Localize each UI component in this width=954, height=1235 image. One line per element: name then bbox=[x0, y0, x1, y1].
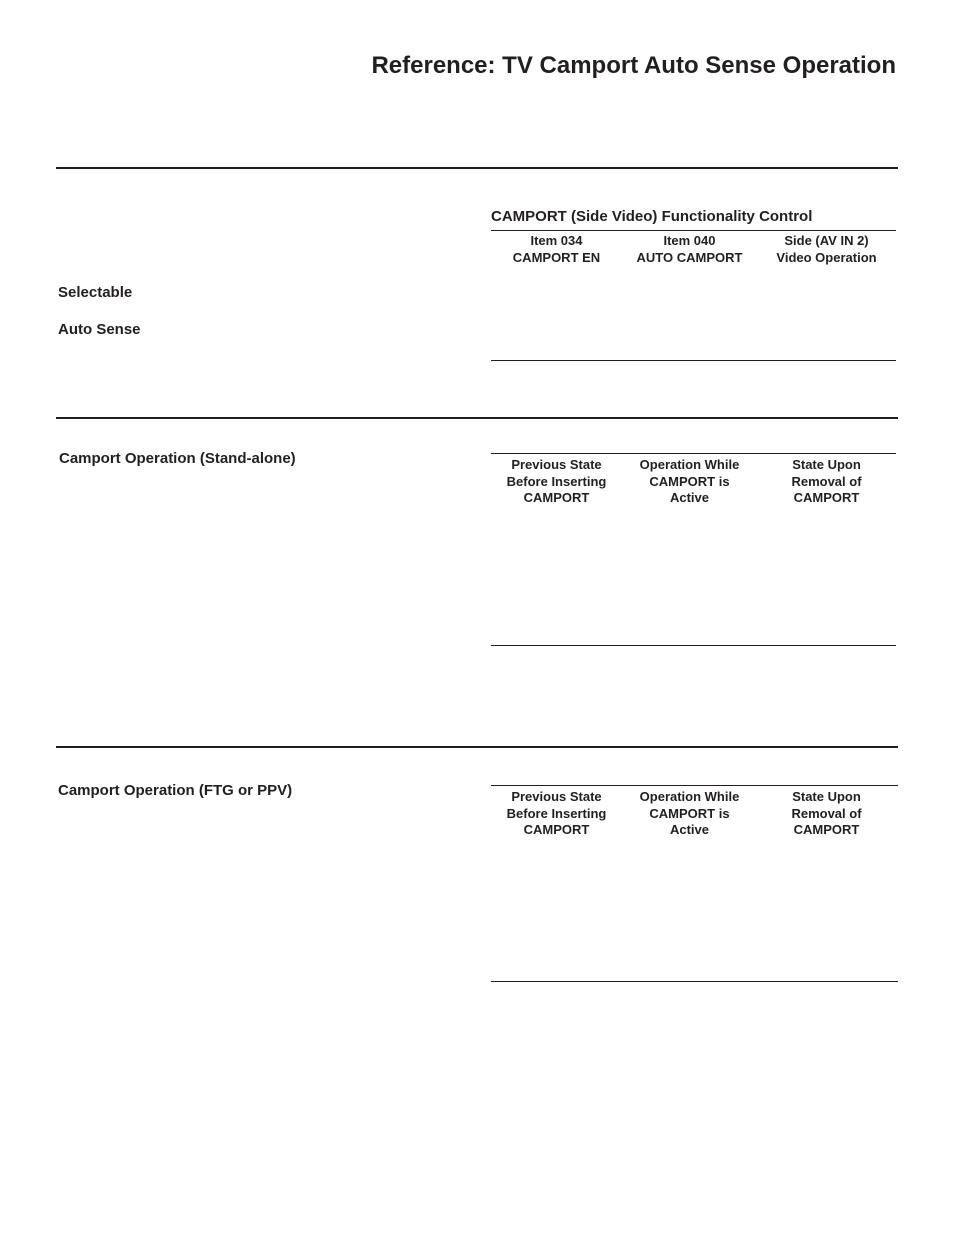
option-label-selectable: Selectable bbox=[58, 284, 133, 301]
option-label-auto-sense: Auto Sense bbox=[58, 321, 141, 338]
section-divider bbox=[56, 417, 898, 419]
column-header-state-upon-removal: State Upon Removal of CAMPORT bbox=[791, 789, 862, 837]
column-header-item-034: Item 034 CAMPORT EN bbox=[512, 233, 601, 265]
table-top-rule bbox=[491, 453, 896, 454]
section-divider bbox=[56, 167, 898, 169]
section-heading-stand-alone: Camport Operation (Stand-alone) bbox=[59, 450, 296, 467]
page-title: Reference: TV Camport Auto Sense Operation bbox=[371, 52, 896, 79]
section-divider bbox=[56, 746, 898, 748]
table-top-rule bbox=[491, 785, 898, 786]
table-bottom-rule bbox=[491, 645, 896, 646]
table-caption: CAMPORT (Side Video) Functionality Control bbox=[491, 208, 813, 225]
table-bottom-rule bbox=[491, 981, 898, 982]
table-top-rule bbox=[491, 230, 896, 231]
column-header-operation-while-active: Operation While CAMPORT is Active bbox=[639, 789, 740, 837]
column-header-side-video: Side (AV IN 2) Video Operation bbox=[776, 233, 877, 265]
column-header-previous-state: Previous State Before Inserting CAMPORT bbox=[506, 789, 607, 837]
column-header-operation-while-active: Operation While CAMPORT is Active bbox=[639, 457, 740, 505]
table-bottom-rule bbox=[491, 360, 896, 361]
column-header-item-040: Item 040 AUTO CAMPORT bbox=[636, 233, 743, 265]
section-heading-ftg-ppv: Camport Operation (FTG or PPV) bbox=[58, 782, 293, 799]
column-header-state-upon-removal: State Upon Removal of CAMPORT bbox=[791, 457, 862, 505]
column-header-previous-state: Previous State Before Inserting CAMPORT bbox=[506, 457, 607, 505]
